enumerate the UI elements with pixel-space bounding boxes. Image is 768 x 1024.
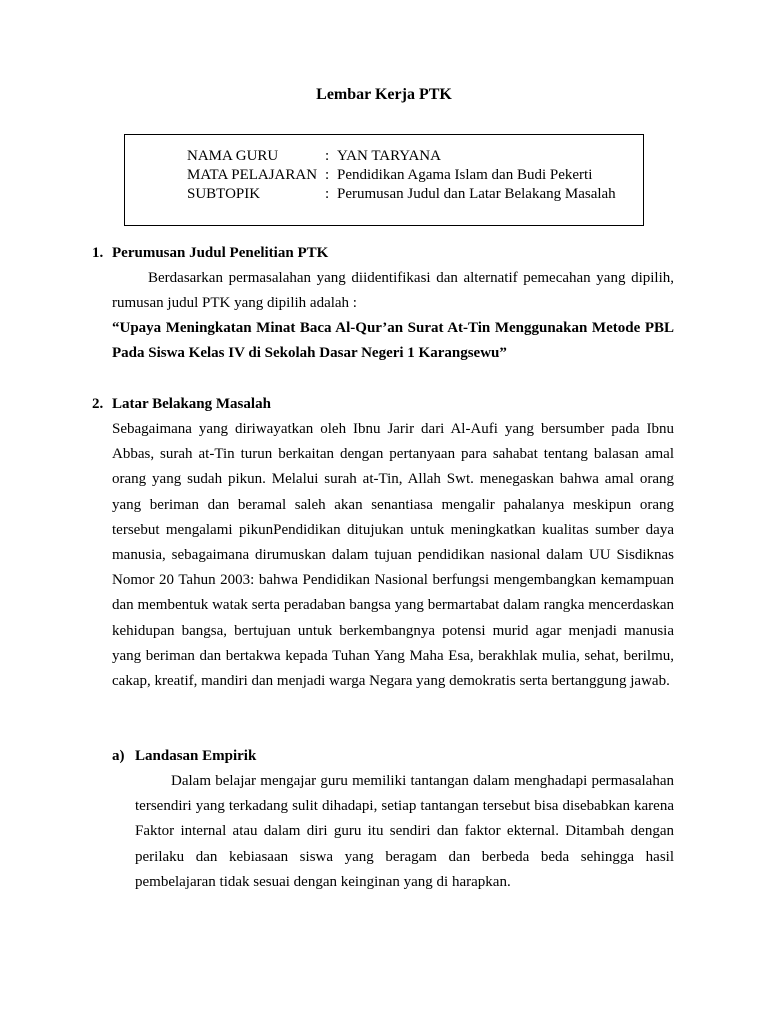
teacher-info-box — [124, 134, 644, 226]
section-2-body: Sebagaimana yang diriwayatkan oleh Ibnu Jarir dari Al-Aufi yang bersumber pada Ibnu Abbas, surah at-Tin turun berkaitan dengan pertanyaan para sahabat tentang balasan amal orang yang sudah pikun. Melalui surah at-Tin, Allah Swt. menegaskan bahwa amal orang yang beriman dan beramal saleh akan senantiasa mengalir pahalanya meskipun orang tersebut mengalami pikunPendidikan ditujukan untuk meningkatkan kualitas sumber daya manusia, sebagaimana dirumuskan dalam tujuan pendidikan nasional dalam UU Sisdiknas Nomor 20 Tahun 2003: bahwa Pendidikan Nasional berfungsi mengembangkan kemampuan dan membentuk watak serta peradaban bangsa yang bermartabat dalam rangka mencerdaskan kehidupan bangsa, bertujuan untuk berkembangnya potensi murid agar menjadi manusia yang beriman dan bertakwa kepada Tuhan Yang Maha Esa, berakhlak mulia, sehat, berilmu, cakap, kreatif, mandiri dan menjadi warga Negara yang demokratis serta bertanggung jawab. — [112, 421, 674, 690]
info-value: Perumusan Judul dan Latar Belakang Masalah — [337, 186, 616, 202]
subsection-a-body: Dalam belajar mengajar guru memiliki tantangan dalam menghadapi permasalahan tersendiri yang terkadang sulit dihadapi, setiap tantangan tersebut bisa disebabkan karena Faktor internal atau dalam diri guru itu sendiri dan faktor ekternal. Ditambah dengan perilaku dan kebiasaan siswa yang beragam dan berbeda beda sehingga hasil pembelajaran tidak sesuai dengan keinginan yang di harapkan. — [135, 773, 674, 890]
info-value: YAN TARYANA — [337, 148, 441, 164]
info-row-teacher — [187, 148, 441, 165]
info-separator: : — [325, 148, 330, 164]
info-label: NAMA GURU — [187, 148, 279, 164]
info-row-subtopic — [187, 186, 616, 203]
info-value: Pendidikan Agama Islam dan Budi Pekerti — [337, 167, 593, 183]
page-title: Lembar Kerja PTK — [316, 86, 452, 103]
section-1-intro: Berdasarkan permasalahan yang diidentifikasi dan alternatif pemecahan yang dipilih, rumusan judul PTK yang dipilih adalah : — [112, 270, 674, 312]
info-label: SUBTOPIK — [187, 186, 261, 202]
subsection-a-heading: Landasan Empirik — [135, 748, 257, 764]
info-separator: : — [325, 167, 330, 183]
section-1-title-quote: “Upaya Meningkatan Minat Baca Al-Qur’an Surat At-Tin Menggunakan Metode PBL Pada Siswa Kelas IV di Sekolah Dasar Negeri 1 Karangsewu” — [112, 320, 674, 362]
info-separator: : — [325, 186, 330, 202]
section-2-heading: Latar Belakang Masalah — [112, 396, 271, 412]
section-1-number: 1. — [92, 245, 104, 261]
section-1-heading: Perumusan Judul Penelitian PTK — [112, 245, 329, 261]
section-2-number: 2. — [92, 396, 104, 412]
info-row-subject — [187, 167, 592, 184]
subsection-a-number: a) — [112, 748, 125, 764]
info-label: MATA PELAJARAN — [187, 167, 318, 183]
